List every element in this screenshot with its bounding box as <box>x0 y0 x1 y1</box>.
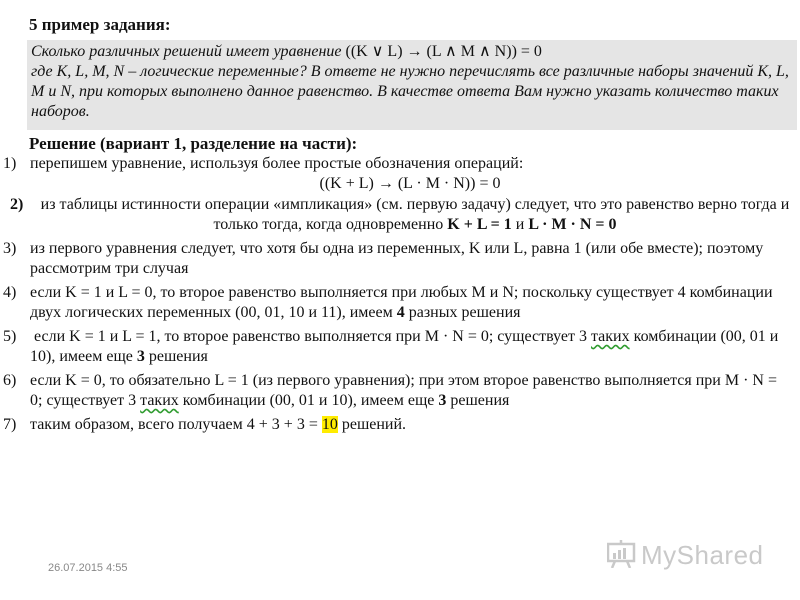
condition-2: L · M · N = 0 <box>528 216 617 233</box>
spellcheck-word: таких <box>140 392 179 409</box>
step-text: перепишем уравнение, используя более простые обозначения операций: <box>30 155 524 172</box>
myshared-logo[interactable] <box>605 538 770 570</box>
answer-highlight: 10 <box>321 416 338 433</box>
count-3: 3 <box>438 392 447 409</box>
step-number: 6) <box>3 372 17 389</box>
condition-1: K + L = 1 <box>447 216 512 233</box>
step-text: из первого уравнения следует, что хотя бы одна из переменных, K или L, равна 1 (или обе вместе); поэтому рассмотрим три случая <box>30 240 764 277</box>
solution-heading: Решение (вариант 1, разделение на части): <box>29 134 358 153</box>
count-4: 4 <box>396 304 405 321</box>
rewritten-formula: ((K + L) → (L · M · N)) = 0 <box>319 175 501 192</box>
step-text-end: решения <box>446 392 510 409</box>
solution-step-5 <box>0 327 800 367</box>
presentation-board-icon <box>607 540 637 568</box>
step-number: 3) <box>3 240 17 257</box>
slide-date: 26.07.2015 4:55 <box>48 562 128 574</box>
step-number: 7) <box>3 416 17 433</box>
task-details: где K, L, M, N – логические переменные? В ответе не нужно перечислять все различные наборы значений K, L, M и N, при которых выполнено данное равенство. В качестве ответа Вам нужно указать количество таких наборов. <box>31 63 789 120</box>
logo-text: MyShared <box>641 540 764 570</box>
solution-step-1 <box>0 154 800 194</box>
step-text-mid: комбинации (00, 01 и 10), имеем еще <box>30 328 779 365</box>
count-3: 3 <box>136 348 145 365</box>
spellcheck-word: таких <box>590 328 630 345</box>
step-text-mid: и <box>511 216 529 233</box>
step-text: если K = 1 и L = 0, то второе равенство выполняется при любых M и N; поскольку существует 4 комбинации двух логических переменных (00, 01, 10 и 11), имеем <box>30 284 773 321</box>
solution-steps <box>0 154 800 435</box>
step-text: из таблицы истинности операции «импликация» (см. первую задачу) следует, что это равенство верно тогда и только тогда, когда одновременно <box>40 196 790 233</box>
solution-step-3 <box>0 239 800 279</box>
step-number: 1) <box>3 155 17 172</box>
solution-step-4 <box>0 283 800 323</box>
task-question: Сколько различных решений имеет уравнение <box>31 43 346 60</box>
task-equation: ((K ∨ L) → (L ∧ M ∧ N)) = 0 <box>345 43 542 60</box>
task-statement <box>27 40 797 130</box>
step-number: 4) <box>3 284 17 301</box>
step-text-end: решений. <box>337 416 407 433</box>
step-text-end: разных решения <box>404 304 521 321</box>
step-text-mid: комбинации (00, 01 и 10), имеем еще <box>178 392 439 409</box>
solution-step-6 <box>0 371 800 411</box>
step-text-end: решения <box>144 348 208 365</box>
step-number: 5) <box>3 328 17 345</box>
step-text: таким образом, всего получаем 4 + 3 + 3 = <box>30 416 322 433</box>
step-text: если K = 0, то обязательно L = 1 (из первого уравнения); при этом второе равенство выполняется при M · N = 0; существует 3 <box>30 372 777 409</box>
solution-step-2 <box>0 195 800 235</box>
step-text: если K = 1 и L = 1, то второе равенство выполняется при M · N = 0; существует 3 <box>30 328 591 345</box>
slide-title: 5 пример задания: <box>29 15 171 34</box>
step-number: 2) <box>10 196 24 213</box>
solution-step-7 <box>0 415 800 435</box>
